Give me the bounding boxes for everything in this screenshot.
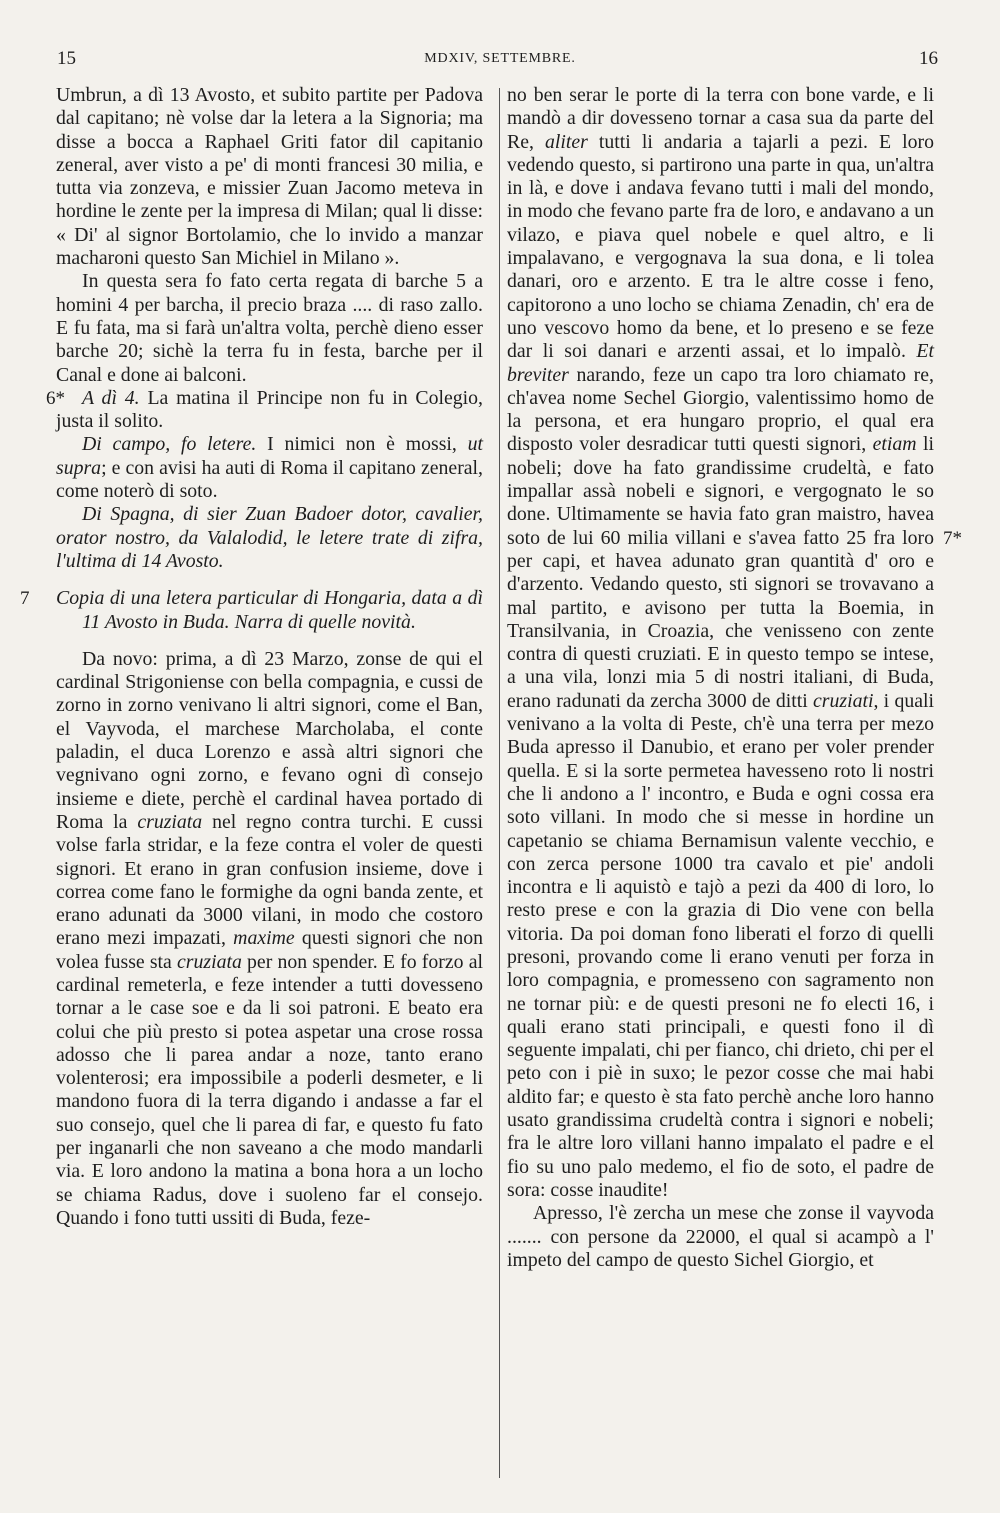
paragraph-text: , i quali venivano a la volta di Peste, ch'è una terra per mezo Buda apresso il Danubio, et erano per voler prender quella. E si la sorte permetea havesseno roto li nostri che li andono a l' incontro, e Buda e ogni cossa era soto villani. In modo che si messe in hordine un capetanio se chiama Bernamisun valente vecchio, e con zerca persone 1000 tra cavalo et pie' andoli incontra e li aquistò e tajò a pezi da 400 di loro, lo resto prese e con la grazia di Dio vene con bella vitoria. Da poi doman fono liberati el forzo di quelli presoni, provando come li erano venuti per forza in loro compagnia, e promesseno con sagramento non ne tornar più: e de questi presoni ne fo electi 16, i quali erano stati principali, e questi fono il dì seguente impalati, chi per fianco, chi drieto, chi per el peto con i piè in suxo; le pezor cosse che mai habi aldito far; e questo è sta fato perchè anche loro hanno usato grandissima crudeltà contra i signori e nobeli; fra le altre loro villani hanno impalato el padre e el fio su uno palo medemo, el fio de soto, el padre de sora: cosse inaudite!	[507, 689, 935, 1201]
paragraph-text: I nimici non è mossi,	[256, 433, 468, 456]
paragraph-text: Da novo: prima, a dì 23 Marzo, zonse de qui el cardinal Strigoniense con bella compagnia, e cussi de zorno in zorno venivano li altri signori, come el Ban, el Vayvoda, el marchese Marcholaba, el conte paladin, el duca Lorenzo e assà altri signori che vegnivano ogni zorno, e fevano ogni dì consejo insieme e diete, perchè el cardinal havea portado di Roma la	[56, 647, 483, 833]
italic-text: etiam	[872, 433, 917, 456]
paragraph-text: li nobeli; dove ha fato grandissime crudeltà, e fato impallar assà nobeli e signori, e vergognato le so done. Ultimamente se havia fato gran maistro, havea soto de lui 60 milia villani e s'avea fatto 25 fra loro per capi, et havea adunato gran quantità d' oro e d'arzento. Vedando questo, sti signori se trovavano a mal partito, e avisono per tutta la Boemia, in Transilvania, in Croazia, che venisseno con zente contra di questi cruziati. E in questo tempo se intese, a una vila, lonzi mia 5 di nostri italiani, di Buda, erano radunati da zercha 3000 de ditti	[507, 433, 935, 712]
paragraph	[46, 386, 483, 434]
italic-text: maxime	[233, 927, 295, 950]
margin-note: 7*	[943, 528, 962, 549]
paragraph-text: narando, feze un capo tra loro chiamato re, ch'avea nome Sechel Giorgio, valentissimo homo de la persona, et era hungaro proprio, el qual era disposto voler desradicar tutti questi signori,	[507, 363, 934, 456]
paragraph	[56, 503, 483, 573]
margin-note: 7	[20, 588, 30, 610]
italic-text: Di campo, fo letere.	[82, 433, 257, 456]
italic-text: Et breviter	[507, 340, 934, 386]
date-heading: A dì 4.	[82, 386, 140, 409]
document-heading	[20, 587, 483, 634]
paragraph	[56, 648, 483, 1230]
italic-text: cruziata	[177, 950, 242, 973]
paragraph-text: per non spender. E fo forzo al cardinal remeterla, e feze intender a tutti dovesseno tornar a le case soe e da li soi patroni. E beato era colui che più presto si potea aspetar una crose rossa adosso che li parea andar a noze, tanto erano volenterosi; era impossibile a poderli desmeter, e li mandono fuora di la terra digando i andasse a far el suo consejo, quel che li parea di far, e questo fu fato per inganarli che non saveano a che modo mandarli via. E loro andono la matina a bona hora a un locho se chiama Radus, dove i suoleno far el consejo. Quando i fono tutti ussiti di Buda, feze-	[56, 950, 483, 1229]
right-page-number: 16	[919, 48, 938, 69]
left-page-number: 15	[57, 48, 76, 69]
italic-text: Di Spagna, di sier Zuan Badoer dotor, cavalier, orator nostro, da Valalodid, le letere trate di zifra, l'ultima di 14 Avosto.	[56, 503, 483, 572]
paragraph: In questa sera fo fato certa regata di barche 5 a homini 4 per barcha, il precio braza .... di raso zallo. E fu fata, ma si farà un'altra volta, perchè dieno esser barche 20; sichè la terra fu in festa, barche per il Canal e done ai balconi.	[56, 270, 483, 386]
paragraph-text: ; e con avisi ha auti di Roma il capitano zeneral, come noterò di soto.	[56, 456, 483, 503]
italic-text: Copia di una letera particular di Hongaria, data a dì 11 Avosto in Buda. Narra di quelle novità.	[56, 587, 483, 633]
page-header	[0, 48, 1000, 78]
running-title: MDXIV, SETTEMBRE.	[424, 51, 576, 66]
margin-note: 6*	[46, 387, 65, 409]
paragraph-text: La matina il Principe non fu in Colegio, justa il solito.	[56, 386, 483, 433]
italic-text: cruziati	[813, 689, 874, 712]
italic-text: aliter	[544, 130, 588, 153]
paragraph-text: questi signori che non volea fusse sta	[56, 927, 483, 973]
left-column	[20, 84, 483, 1230]
paragraph	[507, 84, 962, 1202]
paragraph: Umbrun, a dì 13 Avosto, et subito partite per Padova dal capitano; nè volse dar la letera a la Signoria; ma disse a bocca a Raphael Griti fator dil capitanio zeneral, aver visto a pe' di monti francesi 30 milia, e tutta via zonzeva, e missier Zuan Jacomo meteva in hordine le zente per la impresa di Milan; qual li disse: « Di' al signor Bortolamio, che lo invido a manzar macharoni questo San Michiel in Milano ».	[56, 84, 483, 270]
italic-text: ut supra	[56, 433, 483, 479]
paragraph: Apresso, l'è zercha un mese che zonse il vayvoda ....... con persone da 22000, el qual si acampò a l' impeto del campo de questo Sichel Giorgio, et	[507, 1202, 934, 1271]
paragraph-text: nel regno contra turchi. E cussi volse farla stridar, e la feze contra el voler de questi signori. Et erano in gran confusion insieme, dove i correa come fano le formighe da ogni banda zente, et erano adunati da 3000 vilani, in modo che costoro erano mezi impazati,	[56, 810, 483, 950]
paragraph	[56, 433, 483, 503]
italic-text: cruziata	[137, 810, 203, 833]
paragraph-text: tutti li andaria a tajarli a pezi. E loro vedendo questo, si partirono una parte in qua, un'altra in là, e dove i andava fevano tutti i mali del mondo, in modo che fevano parte fra de loro, e andavano a un vilazo, e piava quel nobele e quel altro, e li impalavano, e vergognava la sua dona, e li tolea danari, oro e arzento. E tra le altre cosse i feno, capitorono a uno locho se chiama Zenadin, ch' era de uno vescovo homo da bene, et lo preseno e se feze dar li soi danari e arzenti assai, et lo impalò.	[507, 130, 934, 363]
paragraph-text: no ben serar le porte di la terra con bone varde, e li mandò a dir dovesseno tornar a casa sua da parte del Re,	[507, 84, 934, 153]
right-column	[507, 84, 962, 1272]
column-divider	[499, 88, 500, 1478]
